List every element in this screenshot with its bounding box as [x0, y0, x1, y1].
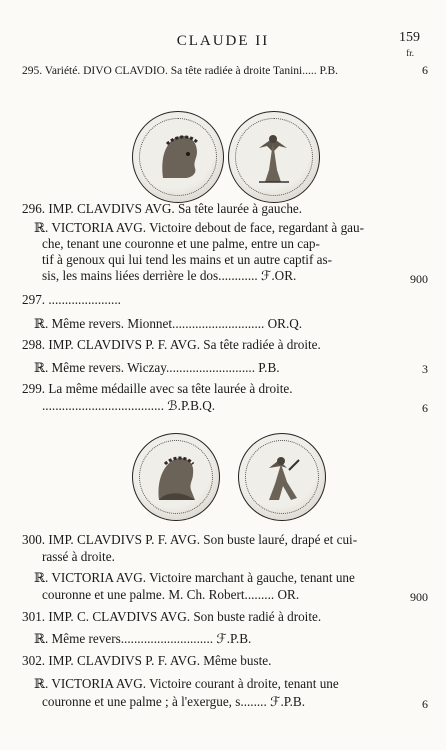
entry-300-price: 900 [410, 590, 428, 604]
page-title: CLAUDE II [176, 33, 270, 49]
laureate-head-icon [133, 112, 223, 202]
victory-figure-icon [229, 112, 319, 202]
entry-295: 295. Variété. DIVO CLAVDIO. Sa tête radiée à droite Tanini..... P.B. [22, 65, 339, 77]
entry-297-heading: 297. ...................... [22, 292, 121, 307]
page-number: 159 [399, 30, 420, 45]
entry-297-reverse: ℝ. Même revers. Mionnet............................ OR.Q. [34, 316, 303, 331]
entry-300-heading: 300. IMP. CLAVDIVS P. F. AVG. Son buste lauré, drapé et cui- [22, 532, 358, 547]
coin-reverse-victory-image [228, 111, 320, 203]
entry-302-reverse-line2: couronne et une palme ; à l'exergue, s........ ℱ.P.B. [42, 694, 306, 709]
entry-299-grade: ..................................... ℬ.P.B.Q. [42, 398, 216, 413]
entry-302-reverse: ℝ. VICTORIA AVG. Victoire courant à droite, tenant une [34, 676, 339, 691]
entry-296-reverse-line2: che, tenant une couronne et une palme, entre un cap- [42, 236, 320, 251]
entry-300-reverse: ℝ. VICTORIA AVG. Victoire marchant à gauche, tenant une [34, 570, 355, 585]
price-unit: fr. [406, 48, 414, 58]
entry-298-reverse: ℝ. Même revers. Wiczay........................... P.B. [34, 360, 280, 375]
entry-300-heading-line2: rassé à droite. [42, 549, 115, 564]
coin-obverse-portrait-image [132, 111, 224, 203]
entry-298-heading: 298. IMP. CLAVDIVS P. F. AVG. Sa tête radiée à droite. [22, 337, 321, 352]
entry-296-reverse-line3: tif à genoux qui lui tend les mains et un autre captif as- [42, 252, 333, 267]
entry-302-heading: 302. IMP. CLAVDIVS P. F. AVG. Même buste. [22, 653, 272, 668]
entry-296-price: 900 [410, 272, 428, 286]
entry-296-heading: 296. IMP. CLAVDIVS AVG. Sa tête laurée à gauche. [22, 201, 303, 216]
entry-298-price: 3 [422, 362, 428, 376]
entry-300-reverse-line2: couronne et une palme. M. Ch. Robert......... OR. [42, 587, 300, 602]
entry-295-price: 6 [422, 63, 428, 77]
walking-victory-icon [239, 434, 325, 520]
coin-reverse-walking-victory-image [238, 433, 326, 521]
entry-301-heading: 301. IMP. C. CLAVDIVS AVG. Son buste radié à droite. [22, 609, 322, 624]
draped-bust-icon [133, 434, 219, 520]
entry-296-reverse-line4: sis, les mains liées derrière le dos............ ℱ.OR. [42, 268, 297, 283]
coin-obverse-bust-image [132, 433, 220, 521]
entry-299-price: 6 [422, 401, 428, 415]
entry-296-reverse: ℝ. VICTORIA AVG. Victoire debout de face, regardant à gau- [34, 220, 364, 235]
entry-302-price: 6 [422, 697, 428, 711]
entry-299-heading: 299. La même médaille avec sa tête laurée à droite. [22, 381, 293, 396]
entry-301-reverse: ℝ. Même revers............................ ℱ.P.B. [34, 631, 252, 646]
